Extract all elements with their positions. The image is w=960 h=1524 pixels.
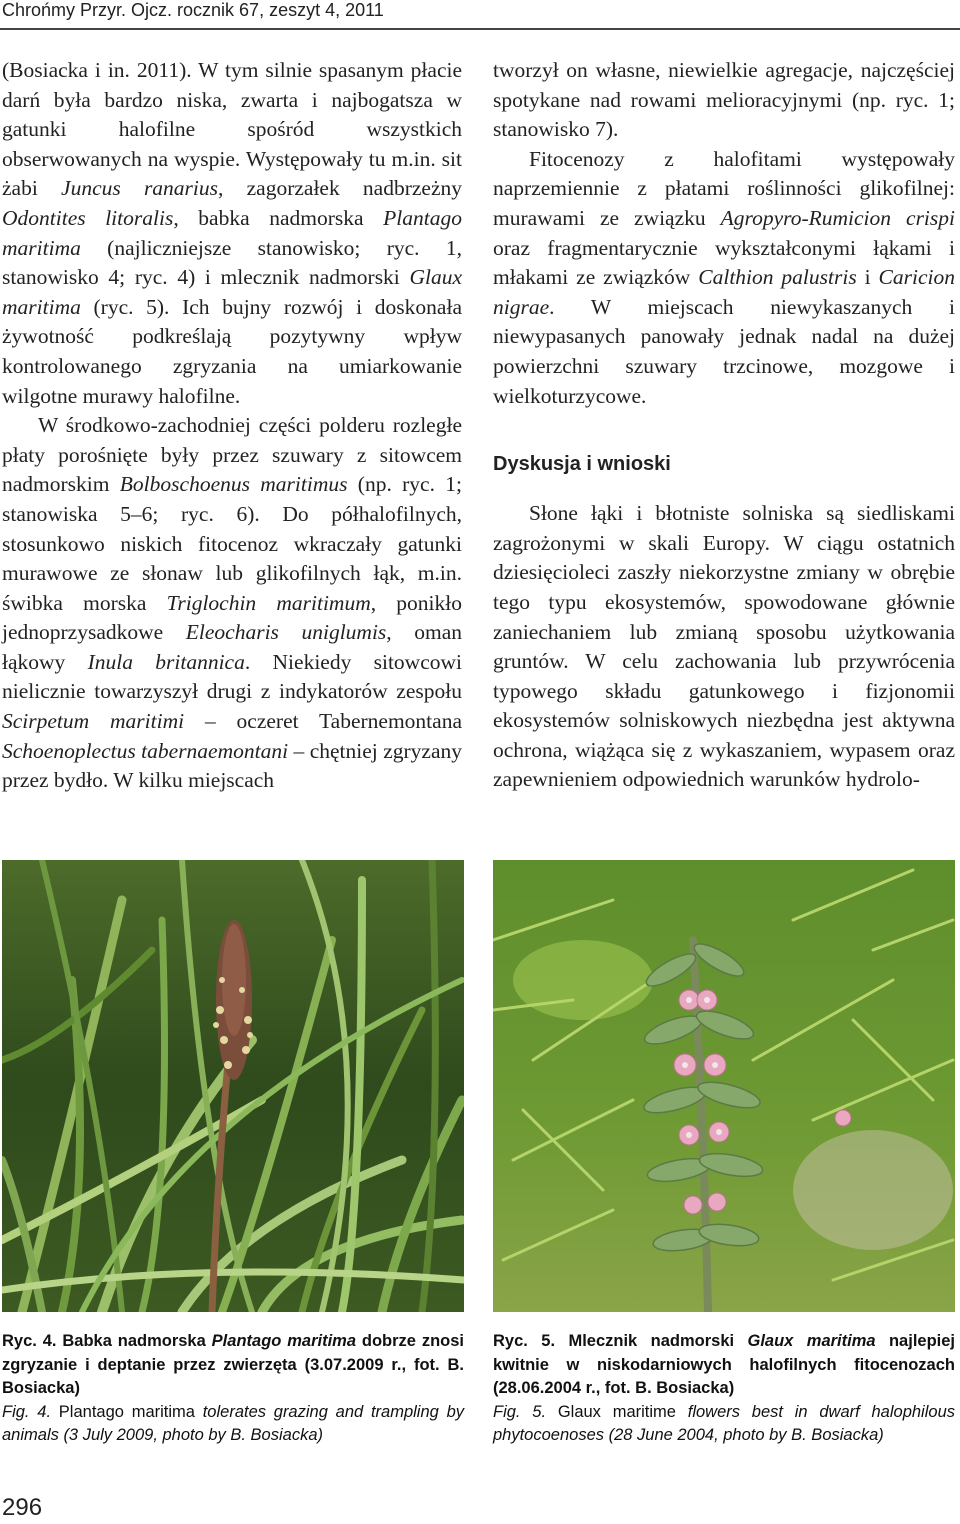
species-bolboschoenus-maritimus: Bolboschoenus maritimus: [119, 472, 348, 497]
glaux-illustration: [493, 860, 955, 1312]
species-triglochin-maritimum: Triglochin maritimum: [166, 590, 371, 615]
running-header: [0, 0, 960, 30]
species-eleocharis-uniglumis: Eleocharis uniglumis: [185, 620, 387, 645]
figure-4-species-pl: Plantago maritima: [211, 1332, 356, 1350]
left-text-column: [2, 56, 462, 796]
figure-5-caption-polish: Ryc. 5. Mlecznik nadmorski Glaux maritima najlepiej kwitnie w niskodarniowych halofilnych fitocenozach (28.06.2004 r., fot. B. Bosiacka): [493, 1332, 956, 1397]
species-juncus-ranarius: Juncus ranarius: [61, 176, 219, 201]
species-plantago-maritima: Plantago maritima: [2, 205, 462, 260]
right-paragraph-3: Słone łąki i błotniste solniska są siedliskami zagrożonymi w skali Europy. W ciągu ostatnich dziesięcioleci zaszły niekorzystne zmiany w obrębie tego typu ekosystemów, spowodowane głównie zaniechaniem lub zmianą sposobu użytkowania gruntów. W celu zachowania lub przywrócenia typowego składu gatunkowego i fizjonomii ekosystemów solniskowych niezbędna jest aktywna ochrona, wiążąca się z wykaszaniem, wypasem oraz zapewnieniem odpowiednich warunków hydrolo-: [493, 501, 955, 792]
species-glaux-maritima: Glaux maritima: [2, 265, 462, 319]
right-text-column: [493, 56, 955, 795]
figure-4-photo: [2, 860, 464, 1312]
syntaxon-caricion-nigrae: Caricion nigrae: [493, 265, 955, 319]
page-number: 296: [2, 1494, 43, 1521]
species-schoenoplectus-tabernaemontani: Schoenoplectus tabernaemontani: [2, 738, 289, 763]
figure-4-caption-polish: Ryc. 4. Babka nadmorska Plantago maritima dobrze znosi zgryzanie i deptanie przez zwierzęta (3.07.2009 r., fot. B. Bosiacka): [2, 1332, 464, 1397]
syntaxon-agropyro-rumicion: Agropyro-Rumicion crispi: [720, 205, 955, 230]
left-paragraph-2: W środkowo-zachodniej części polderu rozległe płaty porośnięte były przez szuwary z sitowcem nadmorskim Bolboschoenus maritimus (np. ryc. 1; stanowiska 5–6; ryc. 6). Do półhalofilnych, stosunkowo niskich fitocenoz wkraczały gatunki murawowe ze słonaw lub glikofilnych łąk, m.in. świbka morska Triglochin maritimum, ponikło jednoprzysadkowe Eleocharis uniglumis, oman łąkowy Inula britannica. Niekiedy sitowcowi nielicznie towarzyszył drugi z indykatorów zespołu Scirpetum maritimi – oczeret Tabernemontana Schoenoplectus tabernaemontani – chętniej zgryzany przez bydło. W kilku miejscach: [2, 413, 463, 793]
right-paragraph-2: Fitocenozy z halofitami występowały naprzemiennie z płatami roślinności glikofilnej: murawami ze związku Agropyro-Rumicion crispi oraz fragmentarycznie wykształconymi łąkami i młakami ze związków Calthion palustris i Caricion nigrae. W miejscach niewykaszanych i niewypasanych panowały jednak nadal na dużej powierzchni szuwary trzcinowe, mozgowe i wielkoturzycowe.: [493, 146, 955, 408]
syntaxon-calthion-palustris: Calthion palustris: [698, 265, 857, 290]
figure-4-species-en: Plantago maritima: [58, 1402, 195, 1421]
left-paragraph-1: (Bosiacka i in. 2011). W tym silnie spasanym płacie darń była bardzo niska, zwarta i najbogatsza w gatunki halofilne spośród wszystkich obserwowanych na wyspie. Występowały tu m.in. sit żabi Juncus ranarius, zagorzałek nadbrzeżny Odontites litoralis, babka nadmorska Plantago maritima (najliczniejsze stanowisko; ryc. 1, stanowisko 4; ryc. 4) i mlecznik nadmorski Glaux maritima (ryc. 5). Ich bujny rozwój i doskonała żywotność podkreślają pozytywny wpływ kontrolowanego zgryzania na umiarkowanie wilgotne murawy halofilne.: [2, 58, 463, 408]
species-odontites-litoralis: Odontites litoralis: [2, 205, 174, 230]
header-rule: [0, 28, 960, 30]
section-heading: Dyskusja i wnioski: [493, 453, 671, 476]
figure-5-caption-english: Fig. 5. Glaux maritime flowers best in dwarf halophilous phytocoenoses (28 June 2004, photo by B. Bosiacka): [493, 1402, 955, 1444]
running-title: Chrońmy Przyr. Ojcz. rocznik 67, zeszyt 4, 2011: [2, 0, 384, 20]
figure-5-species-pl: Glaux maritima: [747, 1332, 876, 1350]
figure-5-photo: [493, 860, 955, 1312]
figure-5-species-en: Glaux maritime: [557, 1402, 676, 1421]
species-inula-britannica: Inula britannica: [87, 649, 245, 674]
figure-4-caption: [2, 1330, 464, 1448]
figure-5-caption: [493, 1330, 955, 1448]
plantago-illustration: [2, 860, 464, 1312]
syntaxon-scirpetum-maritimi: Scirpetum maritimi: [2, 709, 185, 734]
right-paragraph-1: tworzył on własne, niewielkie agregacje, najczęściej spotykane nad rowami melioracyjnymi (np. ryc. 1; stanowisko 7).: [493, 58, 955, 142]
figure-4-caption-english: Fig. 4. Plantago maritima tolerates grazing and trampling by animals (3 July 2009, photo by B. Bosiacka): [2, 1402, 464, 1444]
